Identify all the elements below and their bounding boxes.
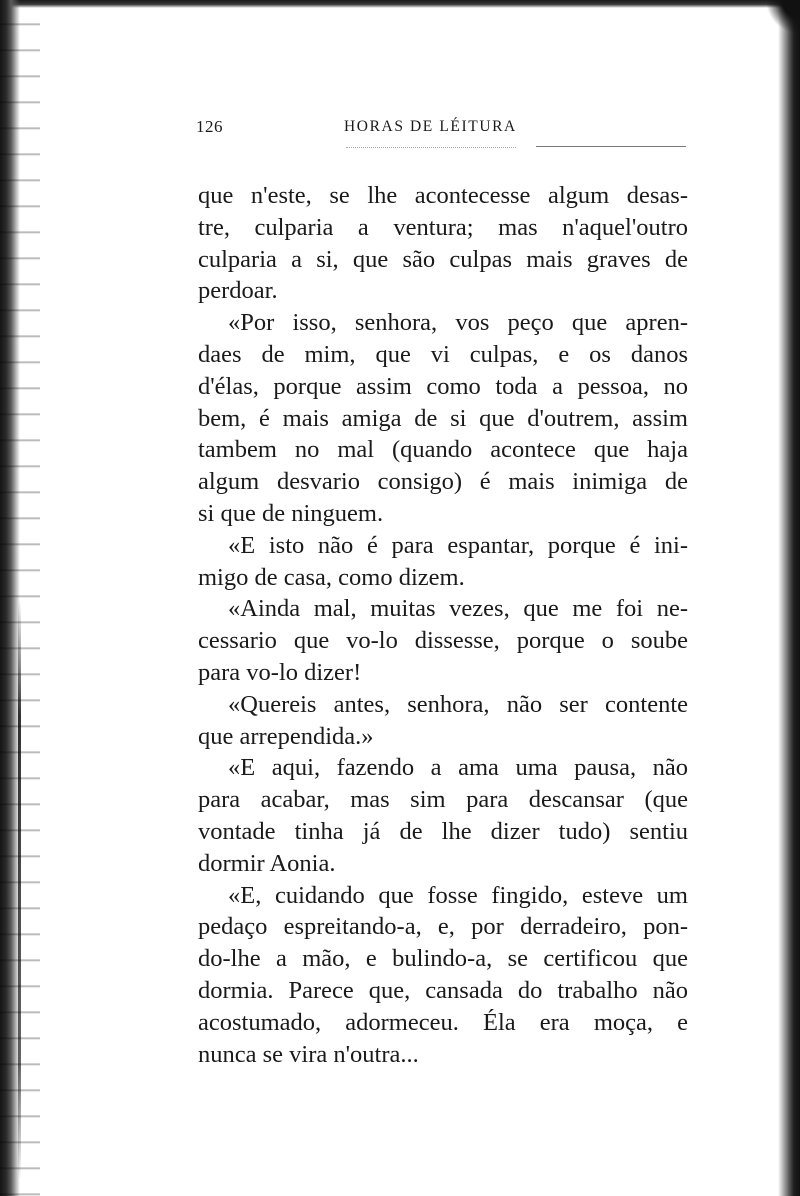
header-rule (536, 146, 686, 147)
text-line: dormia. Parece que, cansada do trabalho não (198, 976, 688, 1004)
text-line: dormir Aonia. (198, 849, 336, 877)
text-line: «E isto não é para espantar, porque é ini- (228, 531, 688, 559)
text-line: algum desvario consigo) é mais inimiga de (198, 468, 688, 496)
text-line: daes de mim, que vi culpas, e os danos (198, 340, 688, 368)
text-line: si que de ninguem. (198, 499, 384, 527)
text-line: «Por isso, senhora, vos peço que apren- (228, 309, 688, 337)
text-line: vontade tinha já de lhe dizer tudo) sentiu (198, 817, 688, 845)
text-line: do-lhe a mão, e bulindo-a, se certificou que (198, 945, 688, 973)
text-line: «Quereis antes, senhora, não ser contente (228, 690, 688, 718)
text-line: para vo-lo dizer! (198, 658, 362, 686)
text-line: «Ainda mal, muitas vezes, que me foi ne- (228, 595, 688, 623)
text-line: tambem no mal (quando acontece que haja (198, 436, 688, 464)
text-line: que arrependida.» (198, 722, 374, 750)
text-line: nunca se vira n'outra... (198, 1040, 419, 1068)
text-line: «E aqui, fazendo a ama uma pausa, não (228, 754, 688, 782)
text-line: pedaço espreitando-a, e, por derradeiro, pon- (198, 913, 688, 941)
scan-border-right (774, 0, 800, 1196)
page-number: 126 (196, 117, 223, 136)
text-line: acostumado, adormeceu. Éla era moça, e (198, 1008, 688, 1036)
text-line: para acabar, mas sim para descansar (que (198, 786, 688, 814)
scan-border-left (0, 0, 40, 1196)
header-rule-dotted (346, 147, 516, 148)
text-line: cessario que vo-lo dissesse, porque o soube (198, 627, 688, 655)
scan-border-top (0, 0, 800, 8)
text-line: que n'este, se lhe acontecesse algum desas- (198, 182, 688, 209)
page-header (196, 117, 688, 139)
text-line: perdoar. (198, 277, 278, 305)
text-line: tre, culparia a ventura; mas n'aquel'outro (198, 213, 688, 241)
text-line: migo de casa, como dizem. (198, 563, 465, 591)
text-line: d'élas, porque assim como toda a pessoa, no (198, 372, 688, 400)
text-line: culparia a si, que são culpas mais graves de (198, 245, 688, 273)
body-text (198, 180, 688, 1070)
text-line: «E, cuidando que fosse fingido, esteve um (228, 881, 688, 909)
text-line: bem, é mais amiga de si que d'outrem, assim (198, 404, 688, 432)
running-title: HORAS DE LÉITURA (344, 118, 517, 135)
